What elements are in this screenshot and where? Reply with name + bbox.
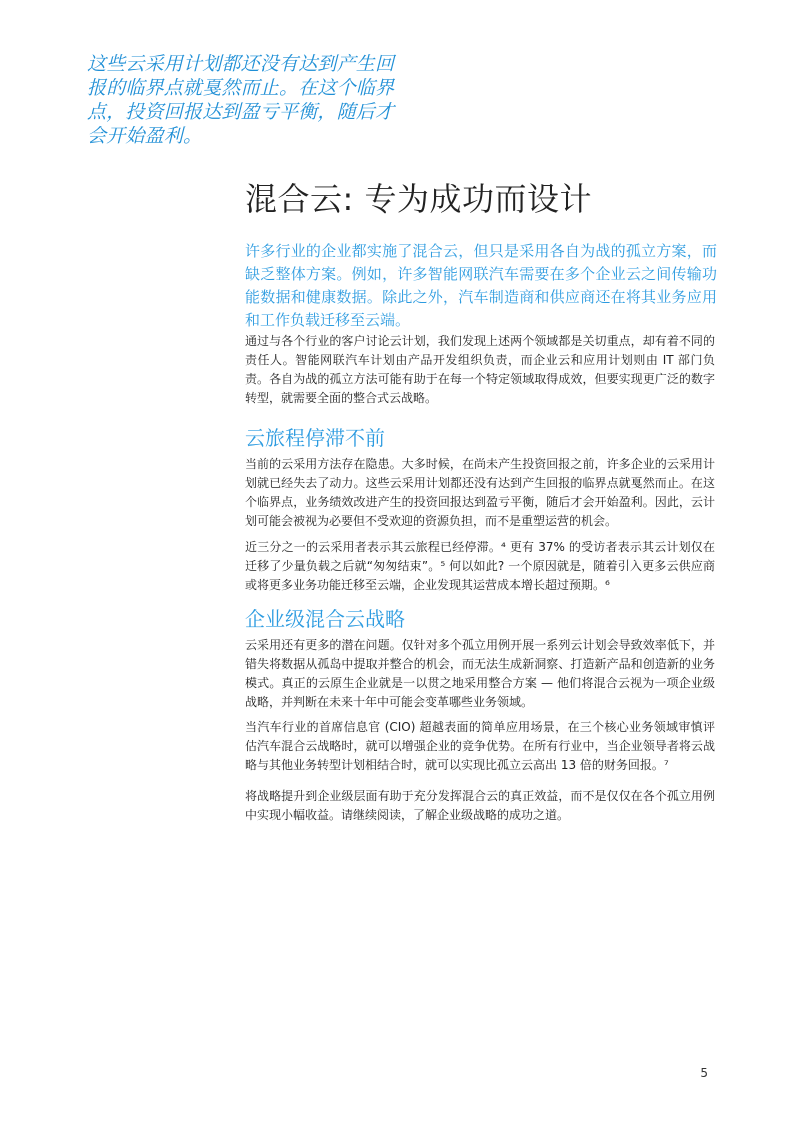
section-heading: 企业级混合云战略: [245, 607, 405, 631]
section-heading: 云旅程停滞不前: [245, 426, 385, 450]
pull-quote: 这些云采用计划都还没有达到产生回报的临界点就戛然而止。在这个临界点，投资回报达到盈亏平衡，随后才会开始盈利。: [87, 53, 395, 147]
body-paragraph: 当汽车行业的首席信息官 (CIO) 超越表面的简单应用场景，在三个核心业务领域审慎评估汽车混合云战略时，就可以增强企业的竞争优势。在所有行业中，当企业领导者将云战略与其他业务转型计划相结合时，就可以实现比孤立云高出 13 倍的财务回报。⁷: [245, 720, 715, 772]
section-cloud-journey: [245, 425, 715, 451]
section-enterprise-hybrid-cloud: [245, 606, 715, 632]
body-paragraph: 当前的云采用方法存在隐患。大多时候，在尚未产生投资回报之前，许多企业的云采用计划就已经失去了动力。这些云采用计划都还没有达到产生回报的临界点就戛然而止。在这个临界点，业务绩效改进产生的投资回报达到盈亏平衡，随后才会开始盈利。因此，云计划可能会被视为必要但不受欢迎的资源负担，而不是重塑运营的机会。: [245, 457, 715, 528]
section-enterprise-p1: [245, 636, 715, 712]
body-paragraph: 近三分之一的云采用者表示其云旅程已经停滞。⁴ 更有 37% 的受访者表示其云计划仅在迁移了少量负载之后就“匆匆结束”。⁵ 何以如此? 一个原因就是，随着引入更多云供应商或将更多业务功能迁移至云端，企业发现其运营成本增长超过预期。⁶: [245, 540, 715, 592]
page-title: 混合云: 专为成功而设计: [245, 180, 592, 218]
intro-paragraph: 许多行业的企业都实施了混合云，但只是采用各自为战的孤立方案，而缺乏整体方案。例如，许多智能网联汽车需要在多个企业云之间传输功能数据和健康数据。除此之外，汽车制造商和供应商还在将其业务应用和工作负载迁移至云端。: [245, 242, 717, 329]
body-paragraph: 通过与各个行业的客户讨论云计划，我们发现上述两个领域都是关切重点，却有着不同的责任人。智能网联汽车计划由产品开发组织负责，而企业云和应用计划则由 IT 部门负责。各自为战的孤立方法可能有助于在每一个特定领域取得成效，但要实现更广泛的数字转型，就需要全面的整合式云战略。: [245, 334, 715, 405]
body-paragraph: 将战略提升到企业级层面有助于充分发挥混合云的真正效益，而不是仅仅在各个孤立用例中实现小幅收益。请继续阅读，了解企业级战略的成功之道。: [245, 789, 715, 822]
section-cloud-journey-p1: [245, 455, 715, 531]
section-cloud-journey-p2: [245, 538, 715, 595]
page-number: 5: [700, 1066, 708, 1080]
section-enterprise-p3: [245, 787, 715, 825]
body-paragraph-1-block: [245, 332, 715, 408]
section-enterprise-p2: [245, 718, 715, 775]
body-paragraph: 云采用还有更多的潜在问题。仅针对多个孤立用例开展一系列云计划会导致效率低下，并错失将数据从孤岛中提取并整合的机会，而无法生成新洞察、打造新产品和创造新的业务模式。真正的云原生企业就是一以贯之地采用整合方案 — 他们将混合云视为一项企业级战略，并判断在未来十年中可能会变革哪些业务领域。: [245, 638, 715, 709]
